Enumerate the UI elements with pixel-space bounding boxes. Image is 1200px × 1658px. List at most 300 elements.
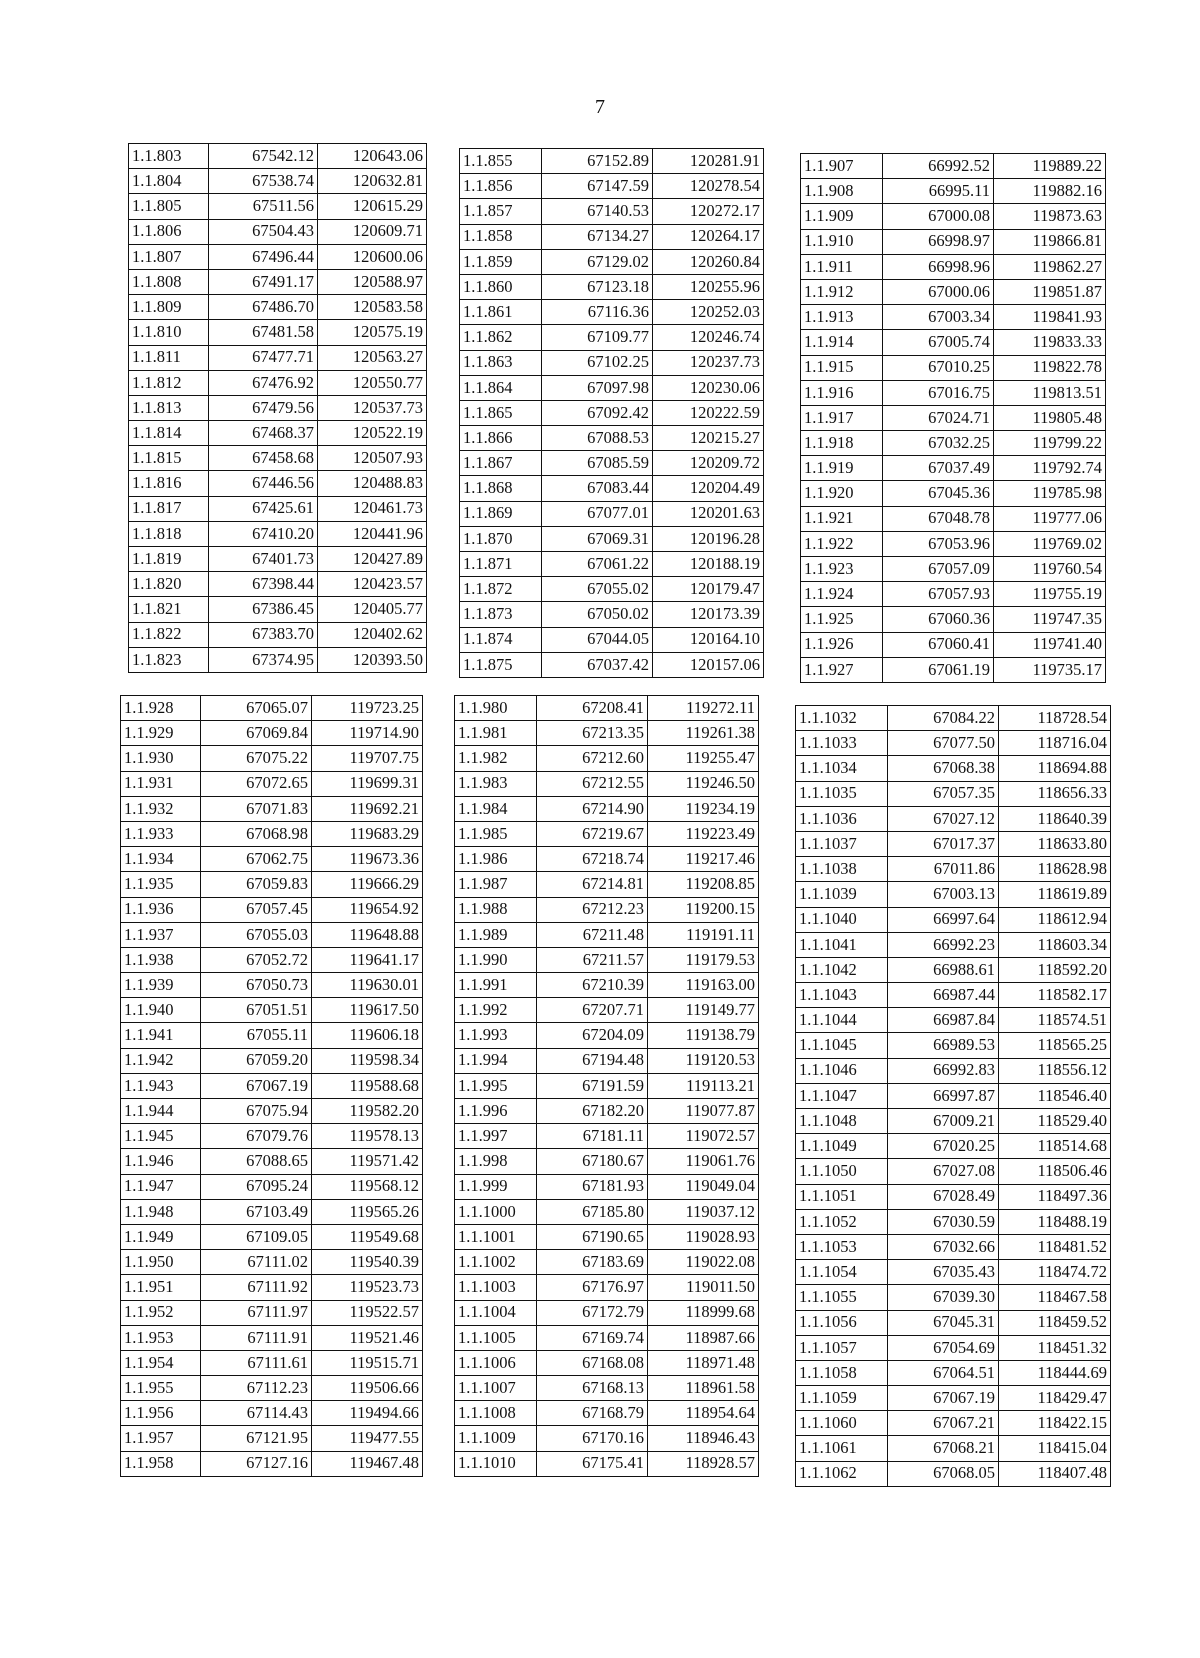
- table-row: [455, 998, 759, 1023]
- table-row: [121, 1174, 423, 1199]
- table-row: [455, 821, 759, 846]
- point-id-cell: 1.1.913: [801, 305, 883, 330]
- y-coordinate-cell: 120179.47: [653, 577, 764, 602]
- y-coordinate-cell: 118603.34: [999, 932, 1111, 957]
- point-id-cell: 1.1.860: [460, 274, 542, 299]
- point-id-cell: 1.1.868: [460, 476, 542, 501]
- y-coordinate-cell: 119841.93: [994, 305, 1106, 330]
- y-coordinate-cell: 120575.19: [318, 320, 427, 345]
- x-coordinate-cell: 67175.41: [537, 1451, 648, 1476]
- x-coordinate-cell: 67016.75: [883, 380, 994, 405]
- x-coordinate-cell: 66995.11: [883, 179, 994, 204]
- y-coordinate-cell: 120600.06: [318, 244, 427, 269]
- x-coordinate-cell: 67051.51: [201, 998, 312, 1023]
- table-row: [121, 1300, 423, 1325]
- y-coordinate-cell: 119714.90: [312, 721, 423, 746]
- table-row: [796, 1260, 1111, 1285]
- table-row: [796, 1109, 1111, 1134]
- y-coordinate-cell: 118946.43: [648, 1426, 759, 1451]
- table-row: [121, 1376, 423, 1401]
- y-coordinate-cell: 118407.48: [999, 1461, 1111, 1486]
- table-row: [801, 279, 1106, 304]
- point-id-cell: 1.1.820: [129, 572, 209, 597]
- coordinate-table-bottom-right: [795, 705, 1111, 1487]
- y-coordinate-cell: 119138.79: [648, 1023, 759, 1048]
- point-id-cell: 1.1.909: [801, 204, 883, 229]
- x-coordinate-cell: 67077.01: [542, 501, 653, 526]
- y-coordinate-cell: 120246.74: [653, 325, 764, 350]
- x-coordinate-cell: 67121.95: [201, 1426, 312, 1451]
- y-coordinate-cell: 120632.81: [318, 169, 427, 194]
- table-row: [129, 194, 427, 219]
- x-coordinate-cell: 67214.81: [537, 872, 648, 897]
- table-row: [460, 426, 764, 451]
- table-row: [801, 405, 1106, 430]
- point-id-cell: 1.1.1035: [796, 781, 888, 806]
- table-row: [455, 1300, 759, 1325]
- table-row: [801, 506, 1106, 531]
- point-id-cell: 1.1.956: [121, 1401, 201, 1426]
- table-row: [121, 1350, 423, 1375]
- table-row: [129, 471, 427, 496]
- x-coordinate-cell: 67191.59: [537, 1073, 648, 1098]
- y-coordinate-cell: 118728.54: [999, 706, 1111, 731]
- point-id-cell: 1.1.810: [129, 320, 209, 345]
- x-coordinate-cell: 67011.86: [888, 857, 999, 882]
- table-row: [455, 721, 759, 746]
- table-row: [121, 1048, 423, 1073]
- x-coordinate-cell: 67027.12: [888, 806, 999, 831]
- table-row: [129, 345, 427, 370]
- x-coordinate-cell: 67065.07: [201, 696, 312, 721]
- table-row: [460, 526, 764, 551]
- table-row: [455, 847, 759, 872]
- x-coordinate-cell: 67017.37: [888, 831, 999, 856]
- y-coordinate-cell: 120550.77: [318, 370, 427, 395]
- y-coordinate-cell: 119769.02: [994, 531, 1106, 556]
- y-coordinate-cell: 119246.50: [648, 771, 759, 796]
- point-id-cell: 1.1.993: [455, 1023, 537, 1048]
- table-row: [121, 973, 423, 998]
- table-row: [796, 857, 1111, 882]
- y-coordinate-cell: 120615.29: [318, 194, 427, 219]
- point-id-cell: 1.1.1060: [796, 1411, 888, 1436]
- table-row: [121, 922, 423, 947]
- y-coordinate-cell: 120405.77: [318, 597, 427, 622]
- point-id-cell: 1.1.865: [460, 400, 542, 425]
- point-id-cell: 1.1.949: [121, 1224, 201, 1249]
- point-id-cell: 1.1.939: [121, 973, 201, 998]
- x-coordinate-cell: 67152.89: [542, 149, 653, 174]
- x-coordinate-cell: 67064.51: [888, 1360, 999, 1385]
- point-id-cell: 1.1.929: [121, 721, 201, 746]
- x-coordinate-cell: 67182.20: [537, 1099, 648, 1124]
- x-coordinate-cell: 67050.02: [542, 602, 653, 627]
- x-coordinate-cell: 67003.13: [888, 882, 999, 907]
- y-coordinate-cell: 118628.98: [999, 857, 1111, 882]
- y-coordinate-cell: 120643.06: [318, 144, 427, 169]
- table-row: [801, 229, 1106, 254]
- y-coordinate-cell: 119540.39: [312, 1250, 423, 1275]
- point-id-cell: 1.1.862: [460, 325, 542, 350]
- x-coordinate-cell: 67030.59: [888, 1209, 999, 1234]
- point-id-cell: 1.1.982: [455, 746, 537, 771]
- y-coordinate-cell: 118481.52: [999, 1234, 1111, 1259]
- point-id-cell: 1.1.952: [121, 1300, 201, 1325]
- y-coordinate-cell: 119028.93: [648, 1224, 759, 1249]
- x-coordinate-cell: 67045.36: [883, 481, 994, 506]
- x-coordinate-cell: 67511.56: [209, 194, 318, 219]
- y-coordinate-cell: 120222.59: [653, 400, 764, 425]
- table-row: [129, 219, 427, 244]
- x-coordinate-cell: 67068.05: [888, 1461, 999, 1486]
- x-coordinate-cell: 67037.49: [883, 456, 994, 481]
- point-id-cell: 1.1.908: [801, 179, 883, 204]
- x-coordinate-cell: 67003.34: [883, 305, 994, 330]
- point-id-cell: 1.1.804: [129, 169, 209, 194]
- y-coordinate-cell: 119747.35: [994, 607, 1106, 632]
- y-coordinate-cell: 120441.96: [318, 521, 427, 546]
- coordinate-table-top-middle: [459, 148, 764, 678]
- point-id-cell: 1.1.1032: [796, 706, 888, 731]
- x-coordinate-cell: 67180.67: [537, 1149, 648, 1174]
- page-number: 7: [595, 96, 605, 118]
- table-row: [460, 174, 764, 199]
- x-coordinate-cell: 67140.53: [542, 199, 653, 224]
- table-row: [801, 481, 1106, 506]
- point-id-cell: 1.1.818: [129, 521, 209, 546]
- table-row: [796, 1285, 1111, 1310]
- table-row: [796, 706, 1111, 731]
- y-coordinate-cell: 118497.36: [999, 1184, 1111, 1209]
- x-coordinate-cell: 67183.69: [537, 1250, 648, 1275]
- y-coordinate-cell: 119735.17: [994, 657, 1106, 682]
- table-row: [121, 1325, 423, 1350]
- table-row: [121, 721, 423, 746]
- x-coordinate-cell: 67212.55: [537, 771, 648, 796]
- y-coordinate-cell: 118529.40: [999, 1109, 1111, 1134]
- table-row: [796, 1159, 1111, 1184]
- point-id-cell: 1.1.858: [460, 224, 542, 249]
- point-id-cell: 1.1.983: [455, 771, 537, 796]
- table-row: [460, 300, 764, 325]
- point-id-cell: 1.1.940: [121, 998, 201, 1023]
- x-coordinate-cell: 66992.52: [883, 154, 994, 179]
- table-row: [129, 521, 427, 546]
- y-coordinate-cell: 119866.81: [994, 229, 1106, 254]
- point-id-cell: 1.1.980: [455, 696, 537, 721]
- y-coordinate-cell: 119061.76: [648, 1149, 759, 1174]
- y-coordinate-cell: 118694.88: [999, 756, 1111, 781]
- x-coordinate-cell: 67109.05: [201, 1224, 312, 1249]
- point-id-cell: 1.1.1008: [455, 1401, 537, 1426]
- point-id-cell: 1.1.922: [801, 531, 883, 556]
- x-coordinate-cell: 67213.35: [537, 721, 648, 746]
- x-coordinate-cell: 67054.69: [888, 1335, 999, 1360]
- table-row: [129, 421, 427, 446]
- x-coordinate-cell: 67050.73: [201, 973, 312, 998]
- x-coordinate-cell: 67069.84: [201, 721, 312, 746]
- point-id-cell: 1.1.1049: [796, 1134, 888, 1159]
- table-row: [460, 400, 764, 425]
- y-coordinate-cell: 119571.42: [312, 1149, 423, 1174]
- x-coordinate-cell: 67123.18: [542, 274, 653, 299]
- table-row: [121, 872, 423, 897]
- y-coordinate-cell: 119022.08: [648, 1250, 759, 1275]
- y-coordinate-cell: 119723.25: [312, 696, 423, 721]
- table-row: [801, 431, 1106, 456]
- y-coordinate-cell: 119833.33: [994, 330, 1106, 355]
- table-row: [460, 627, 764, 652]
- x-coordinate-cell: 67181.11: [537, 1124, 648, 1149]
- x-coordinate-cell: 67425.61: [209, 496, 318, 521]
- point-id-cell: 1.1.870: [460, 526, 542, 551]
- table-row: [121, 847, 423, 872]
- point-id-cell: 1.1.1034: [796, 756, 888, 781]
- x-coordinate-cell: 67168.08: [537, 1350, 648, 1375]
- x-coordinate-cell: 67055.11: [201, 1023, 312, 1048]
- table-row: [801, 632, 1106, 657]
- table-row: [129, 269, 427, 294]
- y-coordinate-cell: 120281.91: [653, 149, 764, 174]
- point-id-cell: 1.1.911: [801, 254, 883, 279]
- x-coordinate-cell: 67410.20: [209, 521, 318, 546]
- table-row: [455, 897, 759, 922]
- point-id-cell: 1.1.945: [121, 1124, 201, 1149]
- x-coordinate-cell: 67068.98: [201, 821, 312, 846]
- y-coordinate-cell: 119805.48: [994, 405, 1106, 430]
- x-coordinate-cell: 67092.42: [542, 400, 653, 425]
- table-row: [801, 380, 1106, 405]
- x-coordinate-cell: 67061.19: [883, 657, 994, 682]
- table-row: [121, 1199, 423, 1224]
- table-row: [121, 998, 423, 1023]
- point-id-cell: 1.1.1043: [796, 983, 888, 1008]
- y-coordinate-cell: 119777.06: [994, 506, 1106, 531]
- point-id-cell: 1.1.1042: [796, 957, 888, 982]
- table-row: [121, 1275, 423, 1300]
- table-row: [129, 169, 427, 194]
- y-coordinate-cell: 118474.72: [999, 1260, 1111, 1285]
- y-coordinate-cell: 119272.11: [648, 696, 759, 721]
- point-id-cell: 1.1.805: [129, 194, 209, 219]
- point-id-cell: 1.1.914: [801, 330, 883, 355]
- table-row: [121, 1250, 423, 1275]
- table-row: [460, 577, 764, 602]
- x-coordinate-cell: 67027.08: [888, 1159, 999, 1184]
- x-coordinate-cell: 67069.31: [542, 526, 653, 551]
- y-coordinate-cell: 119606.18: [312, 1023, 423, 1048]
- point-id-cell: 1.1.855: [460, 149, 542, 174]
- point-id-cell: 1.1.990: [455, 947, 537, 972]
- table-row: [460, 274, 764, 299]
- x-coordinate-cell: 67053.96: [883, 531, 994, 556]
- point-id-cell: 1.1.924: [801, 582, 883, 607]
- x-coordinate-cell: 67190.65: [537, 1224, 648, 1249]
- x-coordinate-cell: 67112.23: [201, 1376, 312, 1401]
- x-coordinate-cell: 67044.05: [542, 627, 653, 652]
- table-row: [121, 1224, 423, 1249]
- x-coordinate-cell: 67538.74: [209, 169, 318, 194]
- y-coordinate-cell: 120461.73: [318, 496, 427, 521]
- point-id-cell: 1.1.874: [460, 627, 542, 652]
- y-coordinate-cell: 118422.15: [999, 1411, 1111, 1436]
- y-coordinate-cell: 119234.19: [648, 796, 759, 821]
- x-coordinate-cell: 67172.79: [537, 1300, 648, 1325]
- point-id-cell: 1.1.817: [129, 496, 209, 521]
- x-coordinate-cell: 67111.97: [201, 1300, 312, 1325]
- table-row: [460, 476, 764, 501]
- y-coordinate-cell: 118999.68: [648, 1300, 759, 1325]
- point-id-cell: 1.1.1007: [455, 1376, 537, 1401]
- table-row: [801, 204, 1106, 229]
- point-id-cell: 1.1.997: [455, 1124, 537, 1149]
- table-row: [801, 557, 1106, 582]
- point-id-cell: 1.1.916: [801, 380, 883, 405]
- point-id-cell: 1.1.919: [801, 456, 883, 481]
- y-coordinate-cell: 120583.58: [318, 295, 427, 320]
- y-coordinate-cell: 120164.10: [653, 627, 764, 652]
- table-row: [460, 652, 764, 677]
- point-id-cell: 1.1.814: [129, 421, 209, 446]
- y-coordinate-cell: 119699.31: [312, 771, 423, 796]
- table-row: [455, 1099, 759, 1124]
- x-coordinate-cell: 67055.02: [542, 577, 653, 602]
- table-row: [796, 781, 1111, 806]
- y-coordinate-cell: 119506.66: [312, 1376, 423, 1401]
- y-coordinate-cell: 119072.57: [648, 1124, 759, 1149]
- x-coordinate-cell: 67204.09: [537, 1023, 648, 1048]
- table-row: [796, 1058, 1111, 1083]
- y-coordinate-cell: 119630.01: [312, 973, 423, 998]
- table-row: [801, 330, 1106, 355]
- y-coordinate-cell: 119515.71: [312, 1350, 423, 1375]
- x-coordinate-cell: 67045.31: [888, 1310, 999, 1335]
- x-coordinate-cell: 67088.65: [201, 1149, 312, 1174]
- table-row: [121, 947, 423, 972]
- y-coordinate-cell: 120173.39: [653, 602, 764, 627]
- point-id-cell: 1.1.937: [121, 922, 201, 947]
- table-row: [796, 1310, 1111, 1335]
- y-coordinate-cell: 119889.22: [994, 154, 1106, 179]
- point-id-cell: 1.1.1053: [796, 1234, 888, 1259]
- x-coordinate-cell: 67039.30: [888, 1285, 999, 1310]
- x-coordinate-cell: 67129.02: [542, 249, 653, 274]
- point-id-cell: 1.1.1002: [455, 1250, 537, 1275]
- table-row: [455, 1199, 759, 1224]
- table-row: [796, 983, 1111, 1008]
- table-row: [460, 224, 764, 249]
- x-coordinate-cell: 67067.19: [888, 1386, 999, 1411]
- table-row: [121, 746, 423, 771]
- x-coordinate-cell: 67005.74: [883, 330, 994, 355]
- point-id-cell: 1.1.1039: [796, 882, 888, 907]
- x-coordinate-cell: 67111.61: [201, 1350, 312, 1375]
- y-coordinate-cell: 118429.47: [999, 1386, 1111, 1411]
- table-row: [460, 552, 764, 577]
- x-coordinate-cell: 66998.96: [883, 254, 994, 279]
- x-coordinate-cell: 67055.03: [201, 922, 312, 947]
- point-id-cell: 1.1.873: [460, 602, 542, 627]
- table-row: [801, 456, 1106, 481]
- x-coordinate-cell: 67037.42: [542, 652, 653, 677]
- x-coordinate-cell: 66987.84: [888, 1008, 999, 1033]
- point-id-cell: 1.1.988: [455, 897, 537, 922]
- y-coordinate-cell: 119813.51: [994, 380, 1106, 405]
- point-id-cell: 1.1.957: [121, 1426, 201, 1451]
- point-id-cell: 1.1.861: [460, 300, 542, 325]
- x-coordinate-cell: 67071.83: [201, 796, 312, 821]
- table-row: [801, 254, 1106, 279]
- x-coordinate-cell: 67169.74: [537, 1325, 648, 1350]
- x-coordinate-cell: 67075.94: [201, 1099, 312, 1124]
- y-coordinate-cell: 119617.50: [312, 998, 423, 1023]
- point-id-cell: 1.1.871: [460, 552, 542, 577]
- point-id-cell: 1.1.998: [455, 1149, 537, 1174]
- table-row: [796, 957, 1111, 982]
- y-coordinate-cell: 119217.46: [648, 847, 759, 872]
- point-id-cell: 1.1.1044: [796, 1008, 888, 1033]
- y-coordinate-cell: 119521.46: [312, 1325, 423, 1350]
- y-coordinate-cell: 119568.12: [312, 1174, 423, 1199]
- y-coordinate-cell: 119565.26: [312, 1199, 423, 1224]
- y-coordinate-cell: 119191.11: [648, 922, 759, 947]
- table-row: [455, 1048, 759, 1073]
- y-coordinate-cell: 120215.27: [653, 426, 764, 451]
- x-coordinate-cell: 67147.59: [542, 174, 653, 199]
- table-row: [796, 1184, 1111, 1209]
- point-id-cell: 1.1.811: [129, 345, 209, 370]
- x-coordinate-cell: 67479.56: [209, 395, 318, 420]
- table-row: [129, 144, 427, 169]
- x-coordinate-cell: 67207.71: [537, 998, 648, 1023]
- point-id-cell: 1.1.1055: [796, 1285, 888, 1310]
- y-coordinate-cell: 118582.17: [999, 983, 1111, 1008]
- point-id-cell: 1.1.920: [801, 481, 883, 506]
- point-id-cell: 1.1.996: [455, 1099, 537, 1124]
- y-coordinate-cell: 118556.12: [999, 1058, 1111, 1083]
- y-coordinate-cell: 119692.21: [312, 796, 423, 821]
- point-id-cell: 1.1.995: [455, 1073, 537, 1098]
- point-id-cell: 1.1.1003: [455, 1275, 537, 1300]
- y-coordinate-cell: 118415.04: [999, 1436, 1111, 1461]
- point-id-cell: 1.1.1056: [796, 1310, 888, 1335]
- x-coordinate-cell: 67102.25: [542, 350, 653, 375]
- x-coordinate-cell: 67491.17: [209, 269, 318, 294]
- y-coordinate-cell: 118961.58: [648, 1376, 759, 1401]
- point-id-cell: 1.1.819: [129, 547, 209, 572]
- x-coordinate-cell: 67181.93: [537, 1174, 648, 1199]
- table-row: [455, 1325, 759, 1350]
- point-id-cell: 1.1.806: [129, 219, 209, 244]
- point-id-cell: 1.1.943: [121, 1073, 201, 1098]
- table-row: [455, 1376, 759, 1401]
- point-id-cell: 1.1.856: [460, 174, 542, 199]
- table-row: [455, 1401, 759, 1426]
- table-row: [129, 597, 427, 622]
- y-coordinate-cell: 118987.66: [648, 1325, 759, 1350]
- point-id-cell: 1.1.857: [460, 199, 542, 224]
- table-row: [801, 305, 1106, 330]
- table-row: [121, 1451, 423, 1476]
- table-row: [801, 179, 1106, 204]
- table-row: [455, 1023, 759, 1048]
- table-row: [455, 1350, 759, 1375]
- x-coordinate-cell: 67476.92: [209, 370, 318, 395]
- x-coordinate-cell: 67009.21: [888, 1109, 999, 1134]
- point-id-cell: 1.1.944: [121, 1099, 201, 1124]
- point-id-cell: 1.1.921: [801, 506, 883, 531]
